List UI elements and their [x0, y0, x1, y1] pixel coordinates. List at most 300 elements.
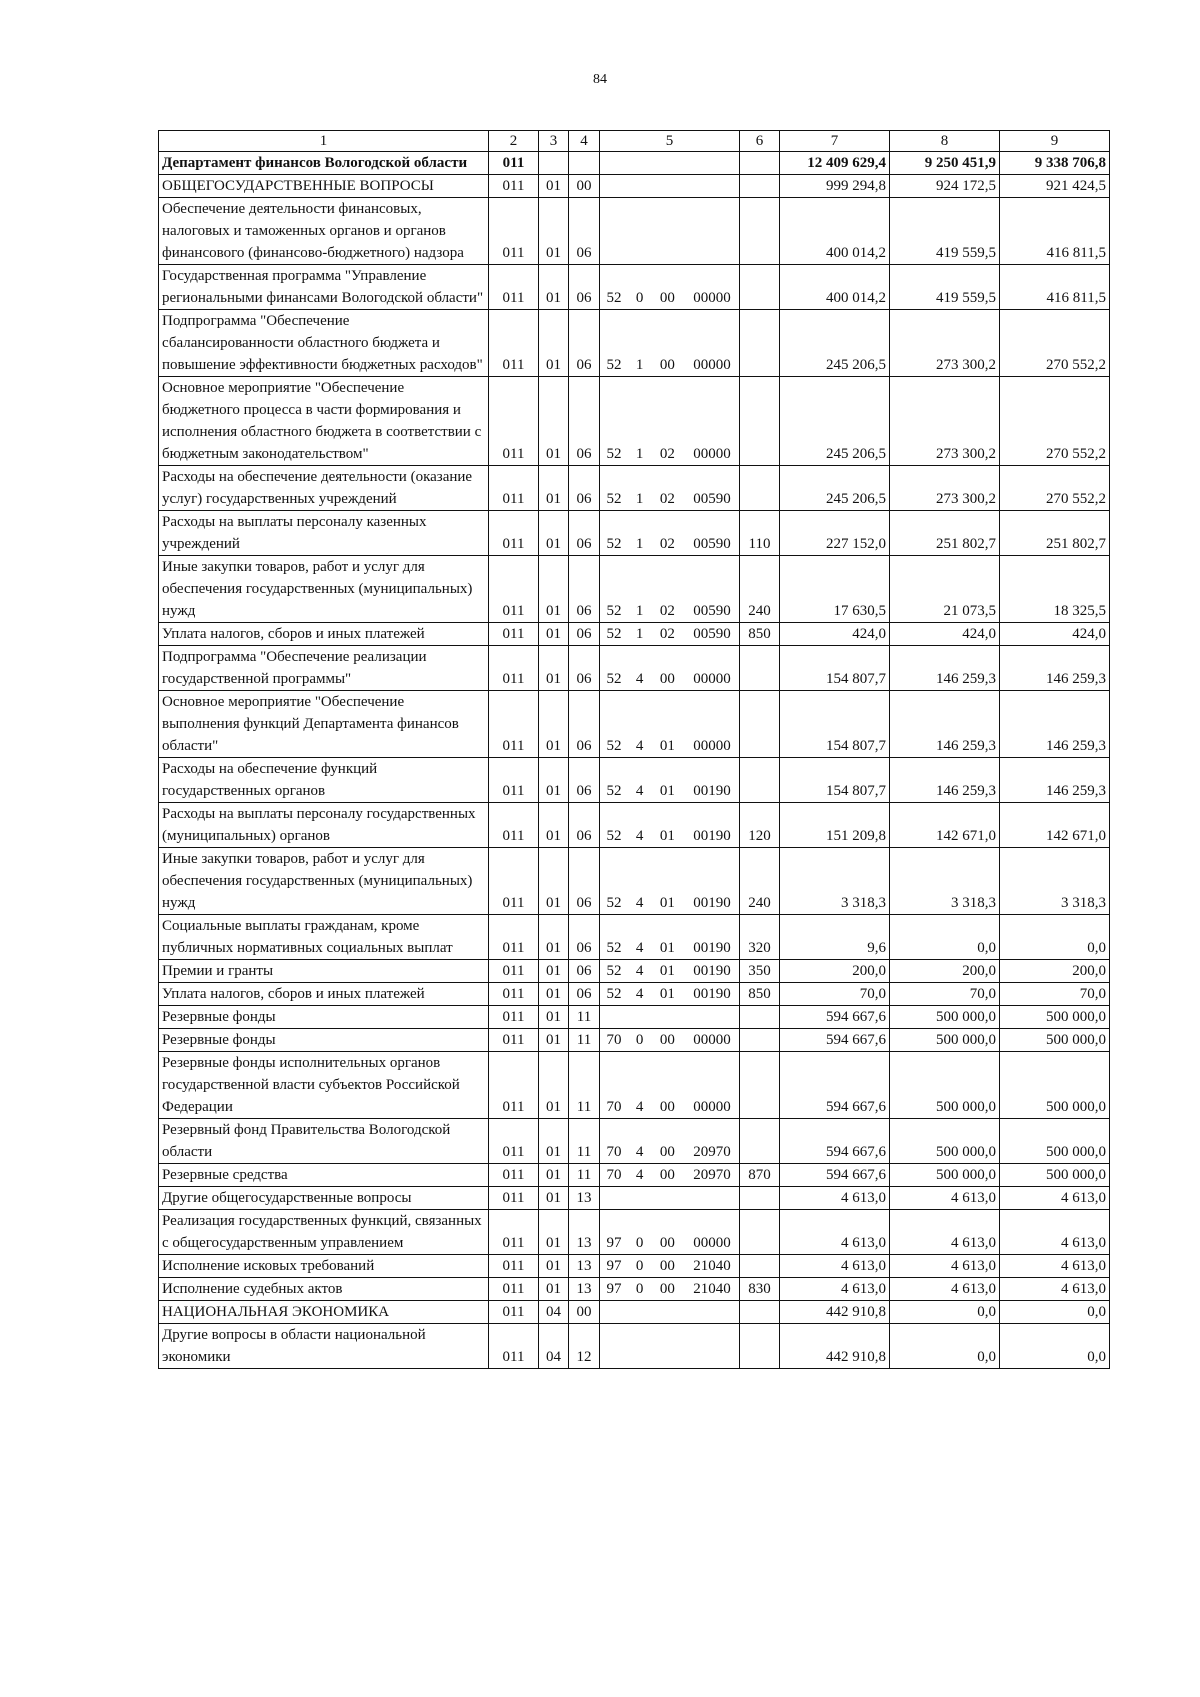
row-name: Резервные фонды — [159, 1029, 489, 1052]
csr-code — [603, 488, 736, 510]
csr-event: 02 — [659, 626, 675, 642]
csr-subprogram: 1 — [635, 536, 644, 552]
row-rz: 01 — [539, 623, 569, 646]
row-csr — [600, 175, 740, 198]
row-rz: 01 — [539, 198, 569, 265]
row-year1: 400 014,2 — [780, 198, 890, 265]
row-name: Расходы на обеспечение деятельности (оказание услуг) государственных учреждений — [159, 466, 489, 511]
csr-event: 00 — [659, 1235, 675, 1251]
csr-direction: 20970 — [693, 1144, 731, 1160]
row-year2: 0,0 — [890, 915, 1000, 960]
row-year3: 9 338 706,8 — [1000, 152, 1110, 175]
row-csr — [600, 556, 740, 623]
table-row — [159, 511, 1110, 556]
header-cell-2: 2 — [489, 131, 539, 152]
row-csr — [600, 511, 740, 556]
row-csr — [600, 803, 740, 848]
csr-subprogram: 0 — [635, 1032, 644, 1048]
csr-code — [603, 825, 736, 847]
row-name: Уплата налогов, сборов и иных платежей — [159, 623, 489, 646]
csr-event: 00 — [659, 1258, 675, 1274]
csr-program: 52 — [606, 783, 622, 799]
csr-program: 97 — [606, 1235, 622, 1251]
csr-code — [603, 354, 736, 376]
table-row — [159, 1255, 1110, 1278]
row-pr: 13 — [569, 1210, 600, 1255]
row-vr — [740, 175, 780, 198]
csr-direction: 00000 — [693, 1099, 731, 1115]
header-cell-8: 8 — [890, 131, 1000, 152]
csr-program: 52 — [606, 357, 622, 373]
table-row — [159, 466, 1110, 511]
csr-event: 00 — [659, 1144, 675, 1160]
row-year2: 146 259,3 — [890, 646, 1000, 691]
table-row — [159, 803, 1110, 848]
table-row — [159, 377, 1110, 466]
csr-program: 52 — [606, 986, 622, 1002]
csr-subprogram: 4 — [635, 671, 644, 687]
row-year2: 4 613,0 — [890, 1187, 1000, 1210]
csr-subprogram: 4 — [635, 963, 644, 979]
csr-direction: 21040 — [693, 1258, 731, 1274]
table-row — [159, 983, 1110, 1006]
row-ved: 011 — [489, 310, 539, 377]
table-row — [159, 691, 1110, 758]
row-pr — [569, 152, 600, 175]
row-year2: 200,0 — [890, 960, 1000, 983]
csr-program: 52 — [606, 446, 622, 462]
row-year1: 12 409 629,4 — [780, 152, 890, 175]
csr-subprogram: 0 — [635, 1258, 644, 1274]
csr-code — [603, 1096, 736, 1118]
row-csr — [600, 1029, 740, 1052]
table-row — [159, 1301, 1110, 1324]
row-year1: 200,0 — [780, 960, 890, 983]
row-year2: 500 000,0 — [890, 1029, 1000, 1052]
row-vr: 110 — [740, 511, 780, 556]
csr-program: 52 — [606, 626, 622, 642]
csr-program: 97 — [606, 1258, 622, 1274]
row-vr — [740, 691, 780, 758]
row-name: Другие общегосударственные вопросы — [159, 1187, 489, 1210]
row-ved: 011 — [489, 1164, 539, 1187]
row-rz: 01 — [539, 1278, 569, 1301]
row-ved: 011 — [489, 915, 539, 960]
csr-code — [603, 600, 736, 622]
row-vr — [740, 1119, 780, 1164]
row-pr: 06 — [569, 198, 600, 265]
row-rz: 01 — [539, 1029, 569, 1052]
row-csr — [600, 758, 740, 803]
row-year1: 154 807,7 — [780, 691, 890, 758]
csr-direction: 00000 — [693, 738, 731, 754]
row-vr — [740, 1301, 780, 1324]
row-ved: 011 — [489, 1006, 539, 1029]
row-name: Расходы на выплаты персоналу казенных учреждений — [159, 511, 489, 556]
row-year3: 18 325,5 — [1000, 556, 1110, 623]
csr-direction: 00000 — [693, 1032, 731, 1048]
row-rz: 01 — [539, 265, 569, 310]
table-row — [159, 556, 1110, 623]
csr-event: 02 — [659, 491, 675, 507]
row-ved: 011 — [489, 511, 539, 556]
row-csr — [600, 1119, 740, 1164]
csr-direction: 00590 — [693, 491, 731, 507]
csr-direction: 00190 — [693, 986, 731, 1002]
row-year3: 3 318,3 — [1000, 848, 1110, 915]
csr-subprogram: 4 — [635, 1167, 644, 1183]
row-csr — [600, 623, 740, 646]
csr-direction: 20970 — [693, 1167, 731, 1183]
row-pr: 12 — [569, 1324, 600, 1369]
csr-program: 52 — [606, 963, 622, 979]
row-ved: 011 — [489, 691, 539, 758]
row-pr: 06 — [569, 848, 600, 915]
row-name: Иные закупки товаров, работ и услуг для обеспечения государственных (муниципальных) нужд — [159, 556, 489, 623]
header-cell-3: 3 — [539, 131, 569, 152]
row-csr — [600, 265, 740, 310]
row-ved: 011 — [489, 758, 539, 803]
row-rz: 01 — [539, 960, 569, 983]
csr-subprogram: 4 — [635, 828, 644, 844]
csr-event: 00 — [659, 290, 675, 306]
csr-subprogram: 1 — [635, 357, 644, 373]
row-csr — [600, 152, 740, 175]
row-rz: 01 — [539, 1164, 569, 1187]
csr-direction: 00000 — [693, 357, 731, 373]
csr-code — [603, 735, 736, 757]
row-year1: 151 209,8 — [780, 803, 890, 848]
row-csr — [600, 1187, 740, 1210]
csr-direction: 00000 — [693, 671, 731, 687]
row-pr: 06 — [569, 803, 600, 848]
row-name: Резервные средства — [159, 1164, 489, 1187]
csr-event: 02 — [659, 603, 675, 619]
csr-direction: 00190 — [693, 783, 731, 799]
table-row — [159, 1187, 1110, 1210]
csr-subprogram: 1 — [635, 603, 644, 619]
row-year2: 273 300,2 — [890, 310, 1000, 377]
table-row — [159, 623, 1110, 646]
csr-subprogram: 4 — [635, 1099, 644, 1115]
row-year1: 594 667,6 — [780, 1006, 890, 1029]
row-ved: 011 — [489, 1029, 539, 1052]
row-year2: 9 250 451,9 — [890, 152, 1000, 175]
table-row — [159, 960, 1110, 983]
row-ved: 011 — [489, 983, 539, 1006]
row-vr — [740, 646, 780, 691]
row-vr: 830 — [740, 1278, 780, 1301]
csr-program: 97 — [606, 1281, 622, 1297]
row-pr: 00 — [569, 1301, 600, 1324]
row-rz: 04 — [539, 1324, 569, 1369]
row-csr — [600, 691, 740, 758]
page-number: 84 — [593, 72, 607, 87]
row-year2: 21 073,5 — [890, 556, 1000, 623]
row-name: Резервный фонд Правительства Вологодской области — [159, 1119, 489, 1164]
row-year2: 424,0 — [890, 623, 1000, 646]
table-row — [159, 1278, 1110, 1301]
row-rz: 01 — [539, 1210, 569, 1255]
table-row — [159, 1210, 1110, 1255]
row-year1: 17 630,5 — [780, 556, 890, 623]
row-name: Департамент финансов Вологодской области — [159, 152, 489, 175]
csr-event: 01 — [659, 738, 675, 754]
row-year3: 4 613,0 — [1000, 1278, 1110, 1301]
row-year3: 4 613,0 — [1000, 1210, 1110, 1255]
csr-program: 52 — [606, 895, 622, 911]
row-ved: 011 — [489, 1324, 539, 1369]
row-year1: 9,6 — [780, 915, 890, 960]
csr-code — [603, 892, 736, 914]
row-year3: 146 259,3 — [1000, 691, 1110, 758]
csr-event: 02 — [659, 536, 675, 552]
row-name: Другие вопросы в области национальной экономики — [159, 1324, 489, 1369]
row-year1: 245 206,5 — [780, 377, 890, 466]
row-pr: 06 — [569, 623, 600, 646]
csr-code — [603, 287, 736, 309]
table-row — [159, 152, 1110, 175]
row-year3: 500 000,0 — [1000, 1119, 1110, 1164]
row-pr: 06 — [569, 691, 600, 758]
header-cell-9: 9 — [1000, 131, 1110, 152]
csr-event: 00 — [659, 1099, 675, 1115]
row-pr: 06 — [569, 758, 600, 803]
row-year1: 4 613,0 — [780, 1255, 890, 1278]
table-row — [159, 1029, 1110, 1052]
row-name: Расходы на обеспечение функций государственных органов — [159, 758, 489, 803]
csr-event: 01 — [659, 895, 675, 911]
csr-program: 52 — [606, 738, 622, 754]
row-vr: 240 — [740, 848, 780, 915]
row-year3: 146 259,3 — [1000, 758, 1110, 803]
row-year3: 921 424,5 — [1000, 175, 1110, 198]
csr-program: 52 — [606, 603, 622, 619]
row-vr — [740, 1210, 780, 1255]
table-row — [159, 310, 1110, 377]
csr-direction: 00590 — [693, 626, 731, 642]
csr-event: 01 — [659, 940, 675, 956]
row-vr — [740, 1255, 780, 1278]
row-year3: 142 671,0 — [1000, 803, 1110, 848]
row-ved: 011 — [489, 1052, 539, 1119]
csr-code — [603, 960, 736, 982]
row-vr — [740, 1029, 780, 1052]
row-year1: 424,0 — [780, 623, 890, 646]
row-year1: 594 667,6 — [780, 1119, 890, 1164]
table-row — [159, 758, 1110, 803]
csr-code — [603, 1232, 736, 1254]
row-csr — [600, 915, 740, 960]
row-rz: 01 — [539, 983, 569, 1006]
row-vr — [740, 1052, 780, 1119]
row-pr: 11 — [569, 1119, 600, 1164]
row-rz: 01 — [539, 803, 569, 848]
row-vr — [740, 466, 780, 511]
row-rz: 01 — [539, 646, 569, 691]
row-ved: 011 — [489, 556, 539, 623]
row-year3: 270 552,2 — [1000, 310, 1110, 377]
row-ved: 011 — [489, 803, 539, 848]
csr-event: 01 — [659, 828, 675, 844]
row-csr — [600, 848, 740, 915]
csr-code — [603, 937, 736, 959]
row-year1: 442 910,8 — [780, 1324, 890, 1369]
row-pr: 06 — [569, 983, 600, 1006]
row-year2: 70,0 — [890, 983, 1000, 1006]
csr-subprogram: 4 — [635, 783, 644, 799]
row-year1: 4 613,0 — [780, 1187, 890, 1210]
row-year3: 4 613,0 — [1000, 1187, 1110, 1210]
row-pr: 11 — [569, 1029, 600, 1052]
row-vr: 120 — [740, 803, 780, 848]
row-vr: 850 — [740, 983, 780, 1006]
row-name: Обеспечение деятельности финансовых, налоговых и таможенных органов и органов финансового (финансово-бюджетного) надзора — [159, 198, 489, 265]
row-csr — [600, 1052, 740, 1119]
row-pr: 11 — [569, 1052, 600, 1119]
csr-event: 02 — [659, 446, 675, 462]
csr-program: 52 — [606, 671, 622, 687]
row-year3: 500 000,0 — [1000, 1052, 1110, 1119]
row-year2: 0,0 — [890, 1324, 1000, 1369]
row-csr — [600, 377, 740, 466]
row-pr: 13 — [569, 1278, 600, 1301]
csr-subprogram: 1 — [635, 446, 644, 462]
csr-direction: 00590 — [693, 603, 731, 619]
row-ved: 011 — [489, 960, 539, 983]
csr-code — [603, 533, 736, 555]
row-year3: 270 552,2 — [1000, 466, 1110, 511]
row-year1: 245 206,5 — [780, 310, 890, 377]
csr-program: 70 — [606, 1099, 622, 1115]
row-year1: 70,0 — [780, 983, 890, 1006]
header-cell-5: 5 — [600, 131, 740, 152]
row-year2: 273 300,2 — [890, 466, 1000, 511]
row-year3: 0,0 — [1000, 1324, 1110, 1369]
row-name: Резервные фонды — [159, 1006, 489, 1029]
csr-subprogram: 1 — [635, 626, 644, 642]
csr-subprogram: 4 — [635, 895, 644, 911]
csr-code — [603, 1164, 736, 1186]
row-name: Подпрограмма "Обеспечение реализации государственной программы" — [159, 646, 489, 691]
table-row — [159, 1324, 1110, 1369]
csr-direction: 00000 — [693, 290, 731, 306]
csr-direction: 00190 — [693, 895, 731, 911]
row-year2: 0,0 — [890, 1301, 1000, 1324]
csr-direction: 00000 — [693, 1235, 731, 1251]
row-year1: 594 667,6 — [780, 1052, 890, 1119]
row-year1: 594 667,6 — [780, 1029, 890, 1052]
row-ved: 011 — [489, 1210, 539, 1255]
row-year2: 251 802,7 — [890, 511, 1000, 556]
csr-subprogram: 0 — [635, 1235, 644, 1251]
csr-direction: 00190 — [693, 963, 731, 979]
row-rz: 01 — [539, 175, 569, 198]
csr-subprogram: 4 — [635, 986, 644, 1002]
row-pr: 06 — [569, 310, 600, 377]
row-year3: 500 000,0 — [1000, 1006, 1110, 1029]
row-year3: 70,0 — [1000, 983, 1110, 1006]
header-cell-4: 4 — [569, 131, 600, 152]
row-ved: 011 — [489, 1301, 539, 1324]
csr-event: 01 — [659, 783, 675, 799]
row-ved: 011 — [489, 152, 539, 175]
row-csr — [600, 960, 740, 983]
row-name: НАЦИОНАЛЬНАЯ ЭКОНОМИКА — [159, 1301, 489, 1324]
row-csr — [600, 1324, 740, 1369]
row-year1: 4 613,0 — [780, 1210, 890, 1255]
row-year3: 416 811,5 — [1000, 198, 1110, 265]
row-ved: 011 — [489, 1119, 539, 1164]
row-vr — [740, 265, 780, 310]
row-year2: 146 259,3 — [890, 691, 1000, 758]
row-year1: 245 206,5 — [780, 466, 890, 511]
row-year1: 400 014,2 — [780, 265, 890, 310]
csr-code — [603, 443, 736, 465]
row-year1: 154 807,7 — [780, 646, 890, 691]
row-year1: 4 613,0 — [780, 1278, 890, 1301]
row-ved: 011 — [489, 1278, 539, 1301]
row-ved: 011 — [489, 265, 539, 310]
row-pr: 06 — [569, 466, 600, 511]
row-year3: 146 259,3 — [1000, 646, 1110, 691]
csr-program: 52 — [606, 491, 622, 507]
row-pr: 06 — [569, 556, 600, 623]
row-rz: 01 — [539, 1052, 569, 1119]
row-name: Уплата налогов, сборов и иных платежей — [159, 983, 489, 1006]
row-rz: 01 — [539, 1255, 569, 1278]
csr-event: 00 — [659, 1281, 675, 1297]
row-rz: 01 — [539, 511, 569, 556]
csr-program: 52 — [606, 290, 622, 306]
csr-subprogram: 0 — [635, 1281, 644, 1297]
row-year2: 500 000,0 — [890, 1006, 1000, 1029]
row-vr — [740, 310, 780, 377]
row-name: ОБЩЕГОСУДАРСТВЕННЫЕ ВОПРОСЫ — [159, 175, 489, 198]
row-pr: 11 — [569, 1006, 600, 1029]
row-rz: 01 — [539, 1119, 569, 1164]
table-row — [159, 646, 1110, 691]
row-csr — [600, 1006, 740, 1029]
row-ved: 011 — [489, 848, 539, 915]
row-rz: 01 — [539, 310, 569, 377]
csr-code — [603, 1029, 736, 1051]
budget-table — [158, 130, 1110, 1369]
header-cell-7: 7 — [780, 131, 890, 152]
row-year1: 154 807,7 — [780, 758, 890, 803]
row-rz: 01 — [539, 466, 569, 511]
row-year2: 419 559,5 — [890, 265, 1000, 310]
row-year2: 419 559,5 — [890, 198, 1000, 265]
table-row — [159, 1164, 1110, 1187]
table-row — [159, 1052, 1110, 1119]
row-year2: 4 613,0 — [890, 1210, 1000, 1255]
row-name: Подпрограмма "Обеспечение сбалансированности областного бюджета и повышение эффективности бюджетных расходов" — [159, 310, 489, 377]
row-csr — [600, 983, 740, 1006]
row-year3: 251 802,7 — [1000, 511, 1110, 556]
csr-code — [603, 780, 736, 802]
row-year2: 142 671,0 — [890, 803, 1000, 848]
csr-program: 52 — [606, 940, 622, 956]
row-year3: 424,0 — [1000, 623, 1110, 646]
csr-event: 00 — [659, 357, 675, 373]
csr-event: 01 — [659, 986, 675, 1002]
row-pr: 00 — [569, 175, 600, 198]
row-pr: 06 — [569, 646, 600, 691]
csr-program: 70 — [606, 1032, 622, 1048]
row-name: Государственная программа "Управление региональными финансами Вологодской области" — [159, 265, 489, 310]
table-row — [159, 915, 1110, 960]
